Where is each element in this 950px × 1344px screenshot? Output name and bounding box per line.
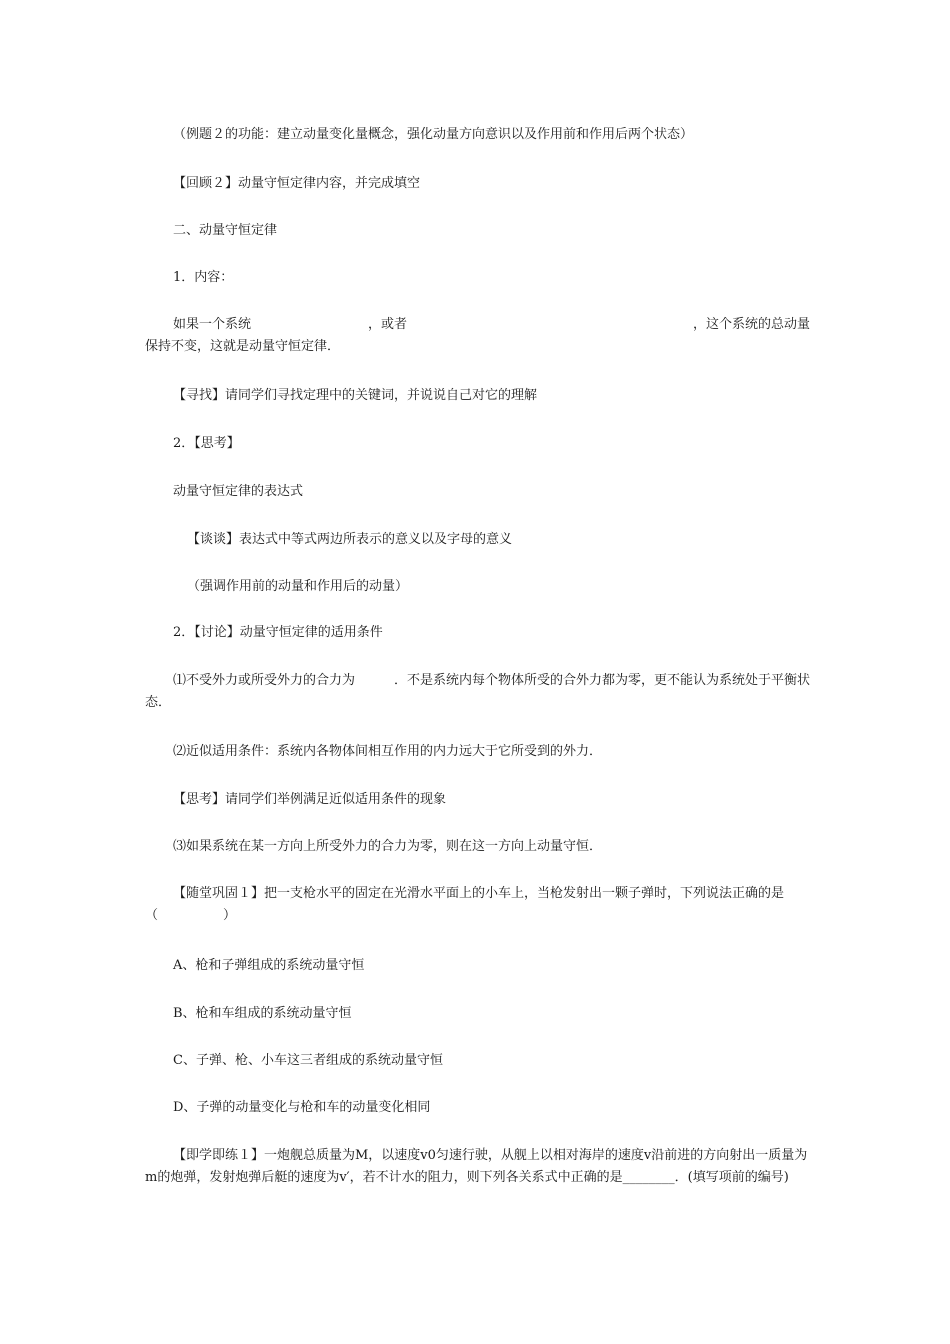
law-statement-fill-blank: 如果一个系统 ，或者 ，这个系统的总动量保持不变，这就是动量守恒定律．: [145, 317, 811, 354]
option-c: C、子弹、枪、小车这三者组成的系统动量守恒: [173, 1053, 443, 1068]
option-d: D、子弹的动量变化与枪和车的动量变化相同: [173, 1100, 431, 1115]
exercise1-question: 【即学即练１】一炮舰总质量为M，以速度v0匀速行驶，从舰上以相对海岸的速度v沿前进的方向射出一质量为m的炮弹，发射炮弹后艇的速度为v′，若不计水的阻力，则下列各关系式中正确的是________．(填写项前的编号): [145, 1148, 808, 1185]
think-example-prompt: 【思考】请同学们举例满足近似适用条件的现象: [173, 792, 447, 807]
content-label: 1．内容：: [173, 270, 234, 285]
condition-2: ⑵近似适用条件：系统内各物体间相互作用的内力远大于它所受到的外力．: [173, 744, 603, 759]
review2-heading: 【回顾２】动量守恒定律内容，并完成填空: [173, 176, 421, 191]
talk-prompt: 【谈谈】表达式中等式两边所表示的意义以及字母的意义: [187, 532, 513, 547]
discussion-heading: 2．【讨论】动量守恒定律的适用条件: [173, 625, 383, 640]
option-a: A、枪和子弹组成的系统动量守恒: [173, 958, 365, 973]
emphasis-note: （强调作用前的动量和作用后的动量）: [187, 579, 409, 594]
section-title-momentum-conservation: 二、动量守恒定律: [173, 223, 278, 238]
practice1-question: 【随堂巩固１】把一支枪水平的固定在光滑水平面上的小车上，当枪发射出一颗子弹时，下列说法正确的是（ ）: [145, 886, 785, 923]
find-keywords-prompt: 【寻找】请同学们寻找定理中的关键词，并说说自己对它的理解: [173, 388, 538, 403]
think-heading: 2．【思考】: [173, 436, 240, 451]
condition-1: ⑴不受外力或所受外力的合力为 ．不是系统内每个物体所受的合外力都为零，更不能认为系统处于平衡状态．: [145, 673, 811, 710]
option-b: B、枪和车组成的系统动量守恒: [173, 1006, 352, 1021]
condition-3: ⑶如果系统在某一方向上所受外力的合力为零，则在这一方向上动量守恒．: [173, 839, 603, 854]
expression-label: 动量守恒定律的表达式: [173, 484, 304, 499]
example2-note: （例题２的功能：建立动量变化量概念，强化动量方向意识以及作用前和作用后两个状态）: [173, 127, 694, 142]
